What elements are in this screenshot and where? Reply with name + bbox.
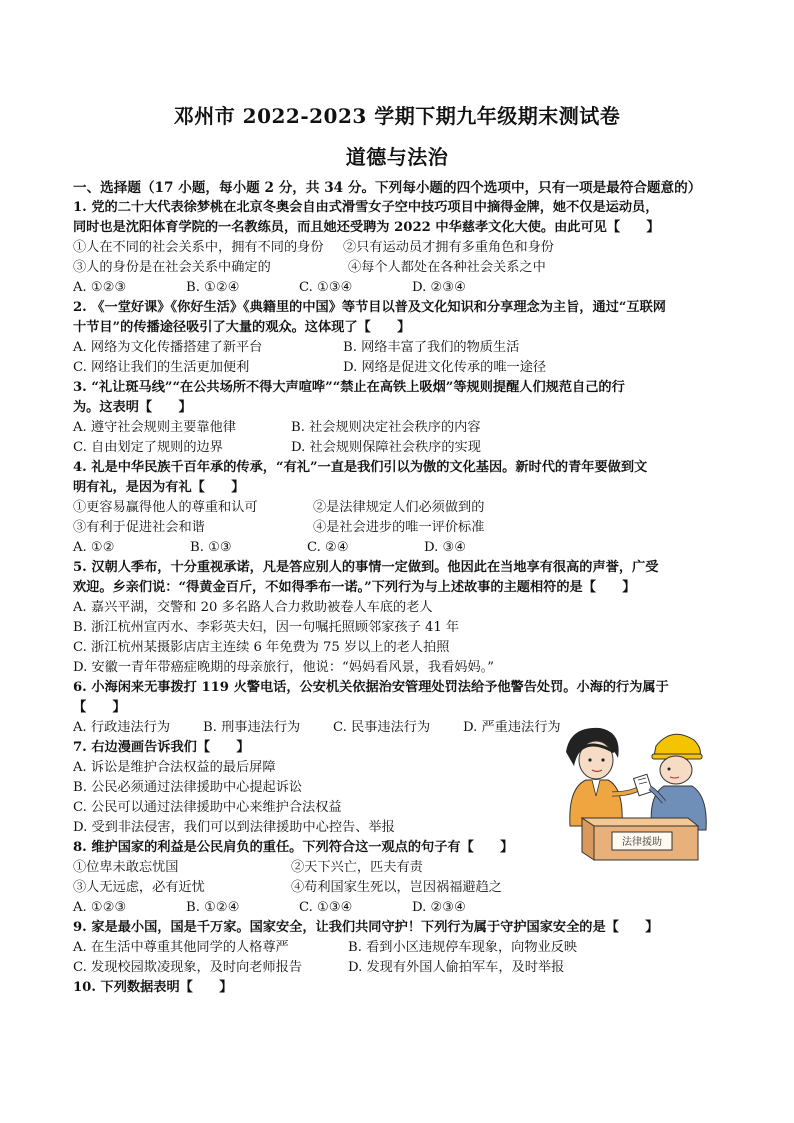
q4-option-c[interactable]: C. ②④: [307, 540, 349, 555]
legal-aid-cartoon: [560, 722, 710, 864]
woman-figure: [566, 728, 640, 826]
q5-option-d[interactable]: D. 安徽一青年带癌症晚期的母亲旅行，他说：“妈妈看风景，我看妈妈。”: [73, 660, 494, 675]
q2-stem-line2: 十节目”的传播途径吸引了大量的观众。这体现了【 】: [73, 320, 411, 335]
q4-statement-1: ①更容易赢得他人的尊重和认可: [73, 500, 258, 515]
section-heading: 一、选择题（17 小题，每小题 2 分，共 34 分。下列每小题的四个选项中，只有一项是最符合题意的）: [73, 180, 702, 196]
q1-statement-4: ④每个人都处在各种社会关系之中: [348, 260, 546, 275]
q1-stem-line2: 同时也是沈阳体育学院的一名教练员，而且她还受聘为 2022 中华慈孝文化大使。由此可见【 】: [73, 220, 660, 235]
q3-option-b[interactable]: B. 社会规则决定社会秩序的内容: [291, 420, 481, 435]
q9-stem: 9. 家是最小国，国是千万家。国家安全，让我们共同守护！下列行为属于守护国家安全的是【 】: [73, 920, 659, 935]
q4-option-b[interactable]: B. ①③: [190, 540, 232, 555]
q4-statement-3: ③有利于促进社会和谐: [73, 520, 205, 535]
q1-option-a[interactable]: A. ①②③: [73, 280, 127, 295]
q6-stem-line1: 6. 小海闲来无事拨打 119 火警电话，公安机关依据治安管理处罚法给予他警告处罚。小海的行为属于: [73, 680, 669, 695]
q3-options-row1: [73, 418, 733, 438]
q4-statement-4: ④是社会进步的唯一评价标准: [313, 520, 485, 535]
exam-title: 邓州市 2022-2023 学期下期九年级期末测试卷: [173, 104, 621, 128]
q3-option-c[interactable]: C. 自由划定了规则的边界: [73, 440, 223, 455]
q5-option-a[interactable]: A. 嘉兴平湖，交警和 20 多名路人合力救助被卷人车底的老人: [73, 600, 433, 615]
q4-options: [73, 538, 733, 558]
q8-option-a[interactable]: A. ①②③: [73, 900, 127, 915]
q2-options-row1: [73, 338, 733, 358]
q8-stem: 8. 维护国家的利益是公民肩负的重任。下列符合这一观点的句子有【 】: [73, 840, 514, 855]
q4-option-d[interactable]: D. ③④: [424, 540, 467, 555]
q4-statements-row2: [73, 518, 733, 538]
q1-stem-line1: 1. 党的二十大代表徐梦桃在北京冬奥会自由式滑雪女子空中技巧项目中摘得金牌，她不仅是运动员，: [73, 200, 659, 215]
q4-option-a[interactable]: A. ①②: [73, 540, 115, 555]
q8-option-c[interactable]: C. ①③④: [299, 900, 353, 915]
q6-stem-line2: 【 】: [73, 700, 126, 715]
q2-option-c[interactable]: C. 网络让我们的生活更加便利: [73, 360, 250, 375]
q7-option-b[interactable]: B. 公民必须通过法律援助中心提起诉讼: [73, 780, 303, 795]
q3-stem-line2: 为。这表明【 】: [73, 400, 192, 415]
q1-option-c[interactable]: C. ①③④: [299, 280, 353, 295]
q2-stem-line1: 2. 《一堂好课》《你好生活》《典籍里的中国》等节目以普及文化知识和分享理念为主旨，通过“互联网: [73, 300, 666, 315]
q8-statement-3: ③人无远虑，必有近忧: [73, 880, 205, 895]
q8-statement-4: ④苟利国家生死以，岂因祸福避趋之: [291, 880, 502, 895]
q4-stem-line2: 明有礼，是因为有礼【 】: [73, 480, 245, 495]
q3-options-row2: [73, 438, 733, 458]
q10-stem: 10. 下列数据表明【 】: [73, 980, 233, 995]
q3-option-d[interactable]: D. 社会规则保障社会秩序的实现: [291, 440, 481, 455]
q9-option-a[interactable]: A. 在生活中尊重其他同学的人格尊严: [73, 940, 289, 955]
q2-option-a[interactable]: A. 网络为文化传播搭建了新平台: [73, 340, 263, 355]
q6-option-b[interactable]: B. 刑事违法行为: [203, 720, 301, 735]
q4-statements-row1: [73, 498, 733, 518]
q7-stem: 7. 右边漫画告诉我们【 】: [73, 740, 250, 755]
q7-option-d[interactable]: D. 受到非法侵害，我们可以到法律援助中心控告、举报: [73, 820, 395, 835]
q6-option-c[interactable]: C. 民事违法行为: [333, 720, 431, 735]
q2-option-b[interactable]: B. 网络丰富了我们的物质生活: [343, 340, 520, 355]
q2-option-d[interactable]: D. 网络是促进文化传承的唯一途径: [343, 360, 547, 375]
q1-options: [73, 278, 733, 298]
q1-statement-1: ①人在不同的社会关系中，拥有不同的身份: [73, 240, 324, 255]
q7-option-c[interactable]: C. 公民可以通过法律援助中心来维护合法权益: [73, 800, 342, 815]
q5-option-c[interactable]: C. 浙江杭州某摄影店店主连续 6 年免费为 75 岁以上的老人拍照: [73, 640, 450, 655]
q9-option-c[interactable]: C. 发现校园欺凌现象，及时向老师报告: [73, 960, 303, 975]
q8-option-b[interactable]: B. ①②④: [186, 900, 240, 915]
desk-sign-text: 法律援助: [622, 837, 662, 848]
q3-option-a[interactable]: A. 遵守社会规则主要靠他律: [73, 420, 236, 435]
q1-option-b[interactable]: B. ①②④: [186, 280, 240, 295]
q2-options-row2: [73, 358, 733, 378]
q1-statement-3: ③人的身份是在社会关系中确定的: [73, 260, 271, 275]
q8-statement-1: ①位卑未敢忘忧国: [73, 860, 179, 875]
subject-title: 道德与法治: [345, 145, 449, 169]
q9-options-row1: [73, 938, 733, 958]
worker-figure: [650, 734, 706, 830]
q9-options-row2: [73, 958, 733, 978]
question-list: [73, 178, 733, 998]
q4-stem-line1: 4. 礼是中华民族千百年承的传承，“有礼”一直是我们引以为傲的文化基因。新时代的青年要做到文: [73, 460, 648, 475]
q7-option-a[interactable]: A. 诉讼是维护合法权益的最后屏障: [73, 760, 276, 775]
q9-option-b[interactable]: B. 看到小区违规停车现象，向物业反映: [348, 940, 578, 955]
q4-statement-2: ②是法律规定人们必须做到的: [313, 500, 485, 515]
q8-statements-row2: [73, 878, 733, 898]
q3-stem-line1: 3. “礼让斑马线”“在公共场所不得大声喧哗”“禁止在高铁上吸烟”等规则提醒人们规范自己的行: [73, 380, 625, 395]
q6-option-a[interactable]: A. 行政违法行为: [73, 720, 171, 735]
q1-statements-row1: [73, 238, 733, 258]
desk: [582, 818, 698, 860]
q5-stem-line1: 5. 汉朝人季布，十分重视承诺，凡是答应别人的事情一定做到。他因此在当地享有很高的声誉，广受: [73, 560, 659, 575]
q1-statement-2: ②只有运动员才拥有多重角色和身份: [343, 240, 554, 255]
q8-options: [73, 898, 733, 918]
q1-option-d[interactable]: D. ②③④: [412, 280, 466, 295]
q5-option-b[interactable]: B. 浙江杭州宣丙水、李彩英夫妇，因一句嘱托照顾邻家孩子 41 年: [73, 620, 460, 635]
q9-option-d[interactable]: D. 发现有外国人偷拍军车，及时举报: [348, 960, 565, 975]
q6-option-d[interactable]: D. 严重违法行为: [463, 720, 561, 735]
q8-statement-2: ②天下兴亡，匹夫有责: [291, 860, 423, 875]
q5-stem-line2: 欢迎。乡亲们说：“得黄金百斤，不如得季布一诺。”下列行为与上述故事的主题相符的是【 】: [73, 580, 636, 595]
q8-option-d[interactable]: D. ②③④: [412, 900, 466, 915]
q1-statements-row2: [73, 258, 733, 278]
